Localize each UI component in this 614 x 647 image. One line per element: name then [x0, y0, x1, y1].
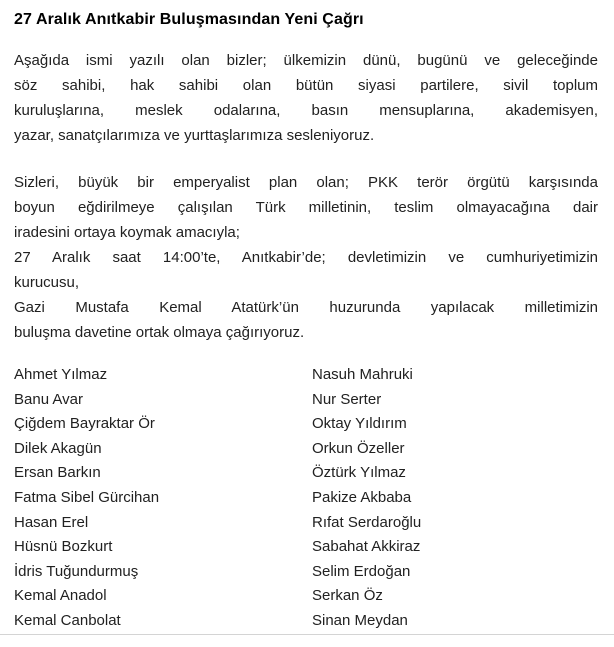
text-line: 27 Aralık saat 14:00’te, Anıtkabir’de; devletimizin ve cumhuriyetimizin [14, 249, 598, 266]
text-line: söz sahibi, hak sahibi olan bütün siyasi partilere, sivil toplum [14, 77, 598, 94]
signatory-name: Nur Serter [312, 390, 382, 408]
signatory-name: Sinan Meydan [312, 611, 408, 629]
signatories-left-column [14, 363, 312, 634]
signatory-name: Öztürk Yılmaz [312, 464, 406, 482]
text-line: Gazi Mustafa Kemal Atatürk’ün huzurunda yapılacak milletimizin [14, 299, 598, 316]
signatory-name: Selim Erdoğan [312, 562, 411, 580]
signatory-name: Hüsnü Bozkurt [14, 538, 113, 556]
text-line: kurucusu, [14, 274, 80, 291]
signatories-right-column [312, 363, 598, 634]
signatory-name: İdris Tuğundurmuş [14, 562, 139, 580]
signatory-name: Dilek Akagün [14, 439, 102, 457]
text-line: kuruluşlarına, meslek odalarına, basın mensuplarına, akademisyen, [14, 102, 598, 119]
document-title: 27 Aralık Anıtkabir Buluşmasından Yeni Çağrı [14, 11, 364, 28]
signatory-name: Hasan Erel [14, 513, 89, 531]
signatory-name: Kemal Canbolat [14, 611, 121, 629]
signatory-name: Fatma Sibel Gürcihan [14, 488, 160, 506]
text-line: boyun eğdirilmeye çalışılan Türk milletinin, teslim olmayacağına dair [14, 199, 598, 216]
text-line: iradesini ortaya koymak amacıyla; [14, 224, 240, 241]
text-line: buluşma davetine ortak olmaya çağırıyoruz. [14, 324, 305, 341]
signatory-name: Banu Avar [14, 390, 83, 408]
text-line: Aşağıda ismi yazılı olan bizler; ülkemizin dünü, bugünü ve geleceğinde [14, 52, 598, 69]
text-line: Sizleri, büyük bir emperyalist plan olan; PKK terör örgütü karşısında [14, 174, 598, 191]
signatory-name: Pakize Akbaba [312, 488, 412, 506]
signatory-name: Rıfat Serdaroğlu [312, 513, 422, 531]
bottom-divider [0, 634, 614, 635]
paragraph-invitation [14, 295, 598, 345]
signatory-name: Çiğdem Bayraktar Ör [14, 415, 155, 433]
signatory-name: Nasuh Mahruki [312, 366, 413, 383]
signatory-name: Kemal Anadol [14, 587, 107, 605]
paragraph-intro [14, 48, 598, 148]
signatory-name: Sabahat Akkiraz [312, 538, 421, 556]
paragraph-purpose [14, 170, 598, 245]
signatory-name: Oktay Yıldırım [312, 415, 407, 433]
signatory-name: Ahmet Yılmaz [14, 366, 108, 383]
signatory-name: Ersan Barkın [14, 464, 101, 482]
signatories-list [14, 363, 598, 634]
text-line: yazar, sanatçılarımıza ve yurttaşlarımıza sesleniyoruz. [14, 127, 375, 144]
paragraph-datetime [14, 245, 598, 295]
signatory-name: Serkan Öz [312, 587, 383, 605]
signatory-name: Orkun Özeller [312, 439, 405, 457]
